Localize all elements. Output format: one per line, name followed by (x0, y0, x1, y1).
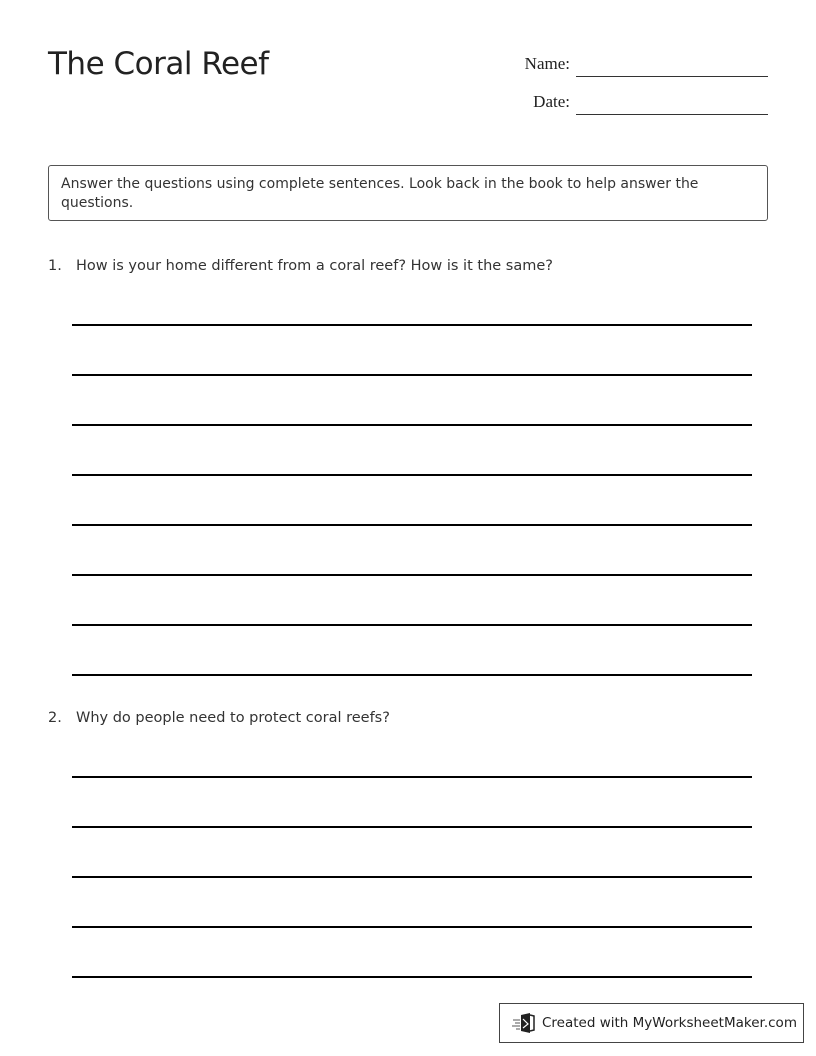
question-1 (48, 258, 748, 278)
answer-line[interactable] (72, 976, 752, 978)
answer-line[interactable] (72, 474, 752, 476)
answer-line[interactable] (72, 926, 752, 928)
answer-line[interactable] (72, 624, 752, 626)
footer-text: Created with MyWorksheetMaker.com (542, 1015, 797, 1031)
question-number: 1. (48, 258, 62, 274)
answer-line[interactable] (72, 674, 752, 676)
question-text: How is your home different from a coral reef? How is it the same? (76, 258, 553, 274)
name-input-line[interactable] (576, 76, 768, 77)
worksheet-title: The Coral Reef (48, 46, 269, 82)
worksheet-maker-logo-icon (512, 1012, 538, 1034)
question-2 (48, 710, 748, 730)
answer-line[interactable] (72, 324, 752, 326)
answer-line[interactable] (72, 826, 752, 828)
question-number: 2. (48, 710, 62, 726)
answer-line[interactable] (72, 524, 752, 526)
date-input-line[interactable] (576, 114, 768, 115)
instructions-box: Answer the questions using complete sentences. Look back in the book to help answer the questions. (48, 165, 768, 221)
date-label: Date: (533, 92, 570, 111)
question-text: Why do people need to protect coral reefs? (76, 710, 390, 726)
footer-credit[interactable] (499, 1003, 804, 1043)
answer-line[interactable] (72, 424, 752, 426)
answer-line[interactable] (72, 374, 752, 376)
answer-line[interactable] (72, 574, 752, 576)
answer-line[interactable] (72, 776, 752, 778)
name-label: Name: (524, 54, 570, 73)
answer-line[interactable] (72, 876, 752, 878)
